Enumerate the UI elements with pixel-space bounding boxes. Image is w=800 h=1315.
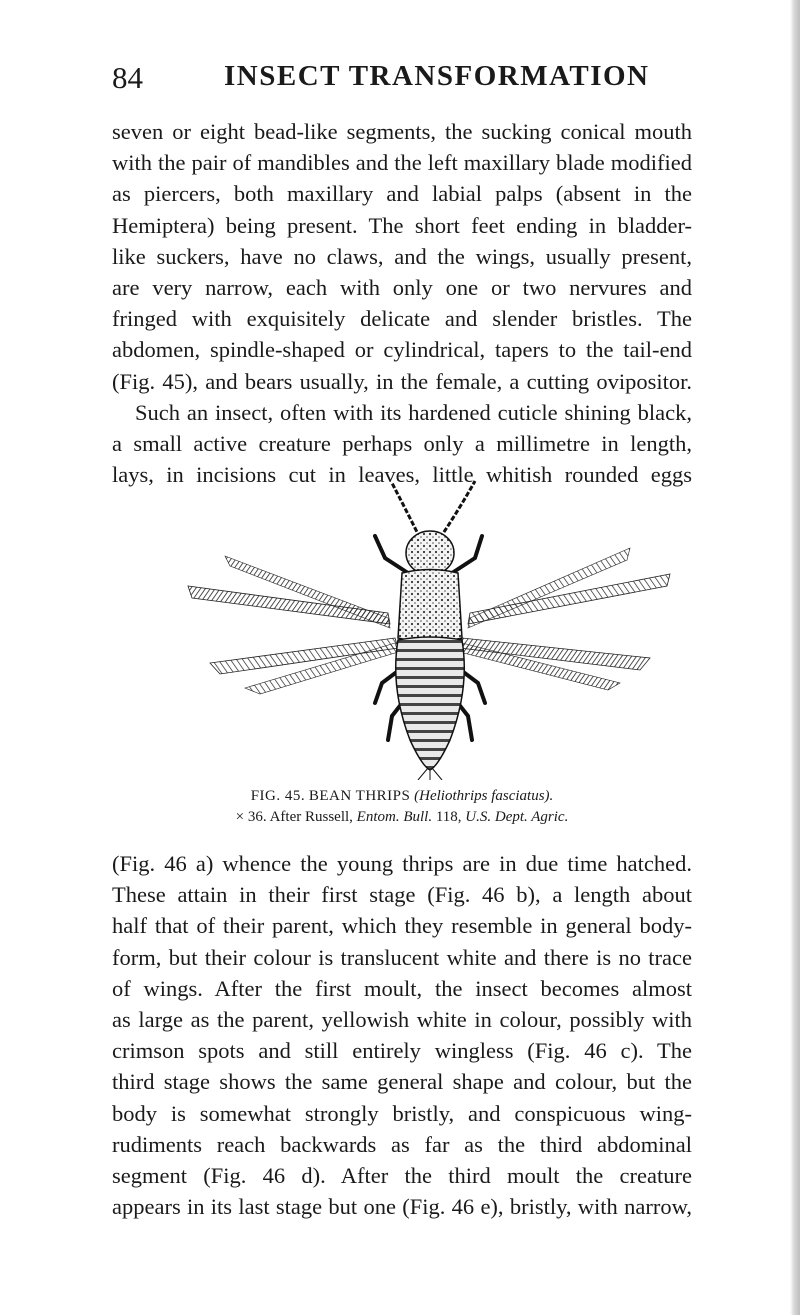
paragraph-1 — [112, 116, 692, 490]
text-line: fringed with exquisitely delicate and slender bristles. The — [112, 306, 692, 332]
antenna-left — [392, 483, 420, 538]
thrips-thorax — [398, 570, 462, 643]
text-line: (Fig. 46 a) whence the young thrips are in due time hatched. — [112, 851, 692, 876]
text-line: Hemiptera) being present. The short feet ending in bladder- — [112, 212, 692, 238]
figure-species: (Heliothrips fasciatus). — [414, 788, 554, 804]
figure-magnification: × 36. — [235, 809, 267, 825]
page-number: 84 — [112, 60, 143, 95]
figure-source-journal: Entom. Bull. — [356, 809, 433, 825]
text-line: third stage shows the same general shape and colour, but the — [112, 1069, 692, 1095]
text-line: like suckers, have no claws, and the wings, usually present, — [112, 243, 692, 269]
text-line: crimson spots and still entirely wingless (Fig. 46 c). The — [112, 1038, 692, 1064]
page-edge-shadow — [790, 0, 800, 1315]
figure-caption — [112, 786, 692, 828]
thrips-abdomen — [396, 637, 465, 770]
wing-left-upper — [188, 556, 390, 628]
antenna-right — [440, 481, 475, 538]
text-line: segment (Fig. 46 d). After the third moult the creature — [112, 1163, 692, 1189]
text-line: half that of their parent, which they resemble in general body- — [112, 913, 692, 939]
text-line: are very narrow, each with only one or two nervures and — [112, 275, 692, 301]
figure-common-name: BEAN THRIPS — [308, 788, 411, 804]
figure-source-prefix: After Russell, — [269, 809, 353, 825]
text-line: form, but their colour is translucent white and there is no trace — [112, 944, 692, 970]
figure-source-dept: U.S. Dept. Agric. — [465, 809, 569, 825]
wing-right-upper — [468, 548, 670, 628]
figure-label: FIG. 45. — [250, 788, 306, 804]
text-line: (Fig. 45), and bears usually, in the female, a cutting ovipositor. — [112, 368, 692, 394]
wing-left-lower — [210, 638, 398, 694]
running-title: INSECT TRANSFORMATION — [224, 60, 650, 92]
text-line: lays, in incisions cut in leaves, little whitish rounded eggs — [112, 462, 692, 488]
figure-source-number: 118, — [435, 809, 462, 825]
text-line: body is somewhat strongly bristly, and conspicuous wing- — [112, 1100, 692, 1126]
text-line: seven or eight bead-like segments, the sucking conical mouth — [112, 119, 692, 144]
text-line: of wings. After the first moult, the insect becomes almost — [112, 975, 692, 1001]
text-line: as piercers, both maxillary and labial palps (absent in the — [112, 181, 692, 207]
text-line: rudiments reach backwards as far as the third abdominal — [112, 1131, 692, 1157]
text-line: appears in its last stage but one (Fig. 46 e), bristly, with narrow, — [112, 1194, 692, 1220]
thrips-head — [406, 531, 454, 575]
text-line: These attain in their first stage (Fig. 46 b), a length about — [112, 882, 692, 908]
page-header — [112, 60, 692, 100]
wing-right-lower — [460, 638, 650, 690]
text-line: abdomen, spindle-shaped or cylindrical, tapers to the tail-end — [112, 337, 692, 363]
thrips-illustration — [170, 478, 690, 780]
text-line: with the pair of mandibles and the left maxillary blade modified — [112, 150, 692, 176]
text-line: Such an insect, often with its hardened cuticle shining black, — [135, 399, 692, 425]
text-line: as large as the parent, yellowish white in colour, possibly with — [112, 1007, 692, 1033]
text-line: a small active creature perhaps only a millimetre in length, — [112, 431, 692, 457]
paragraph-2 — [112, 848, 692, 1222]
